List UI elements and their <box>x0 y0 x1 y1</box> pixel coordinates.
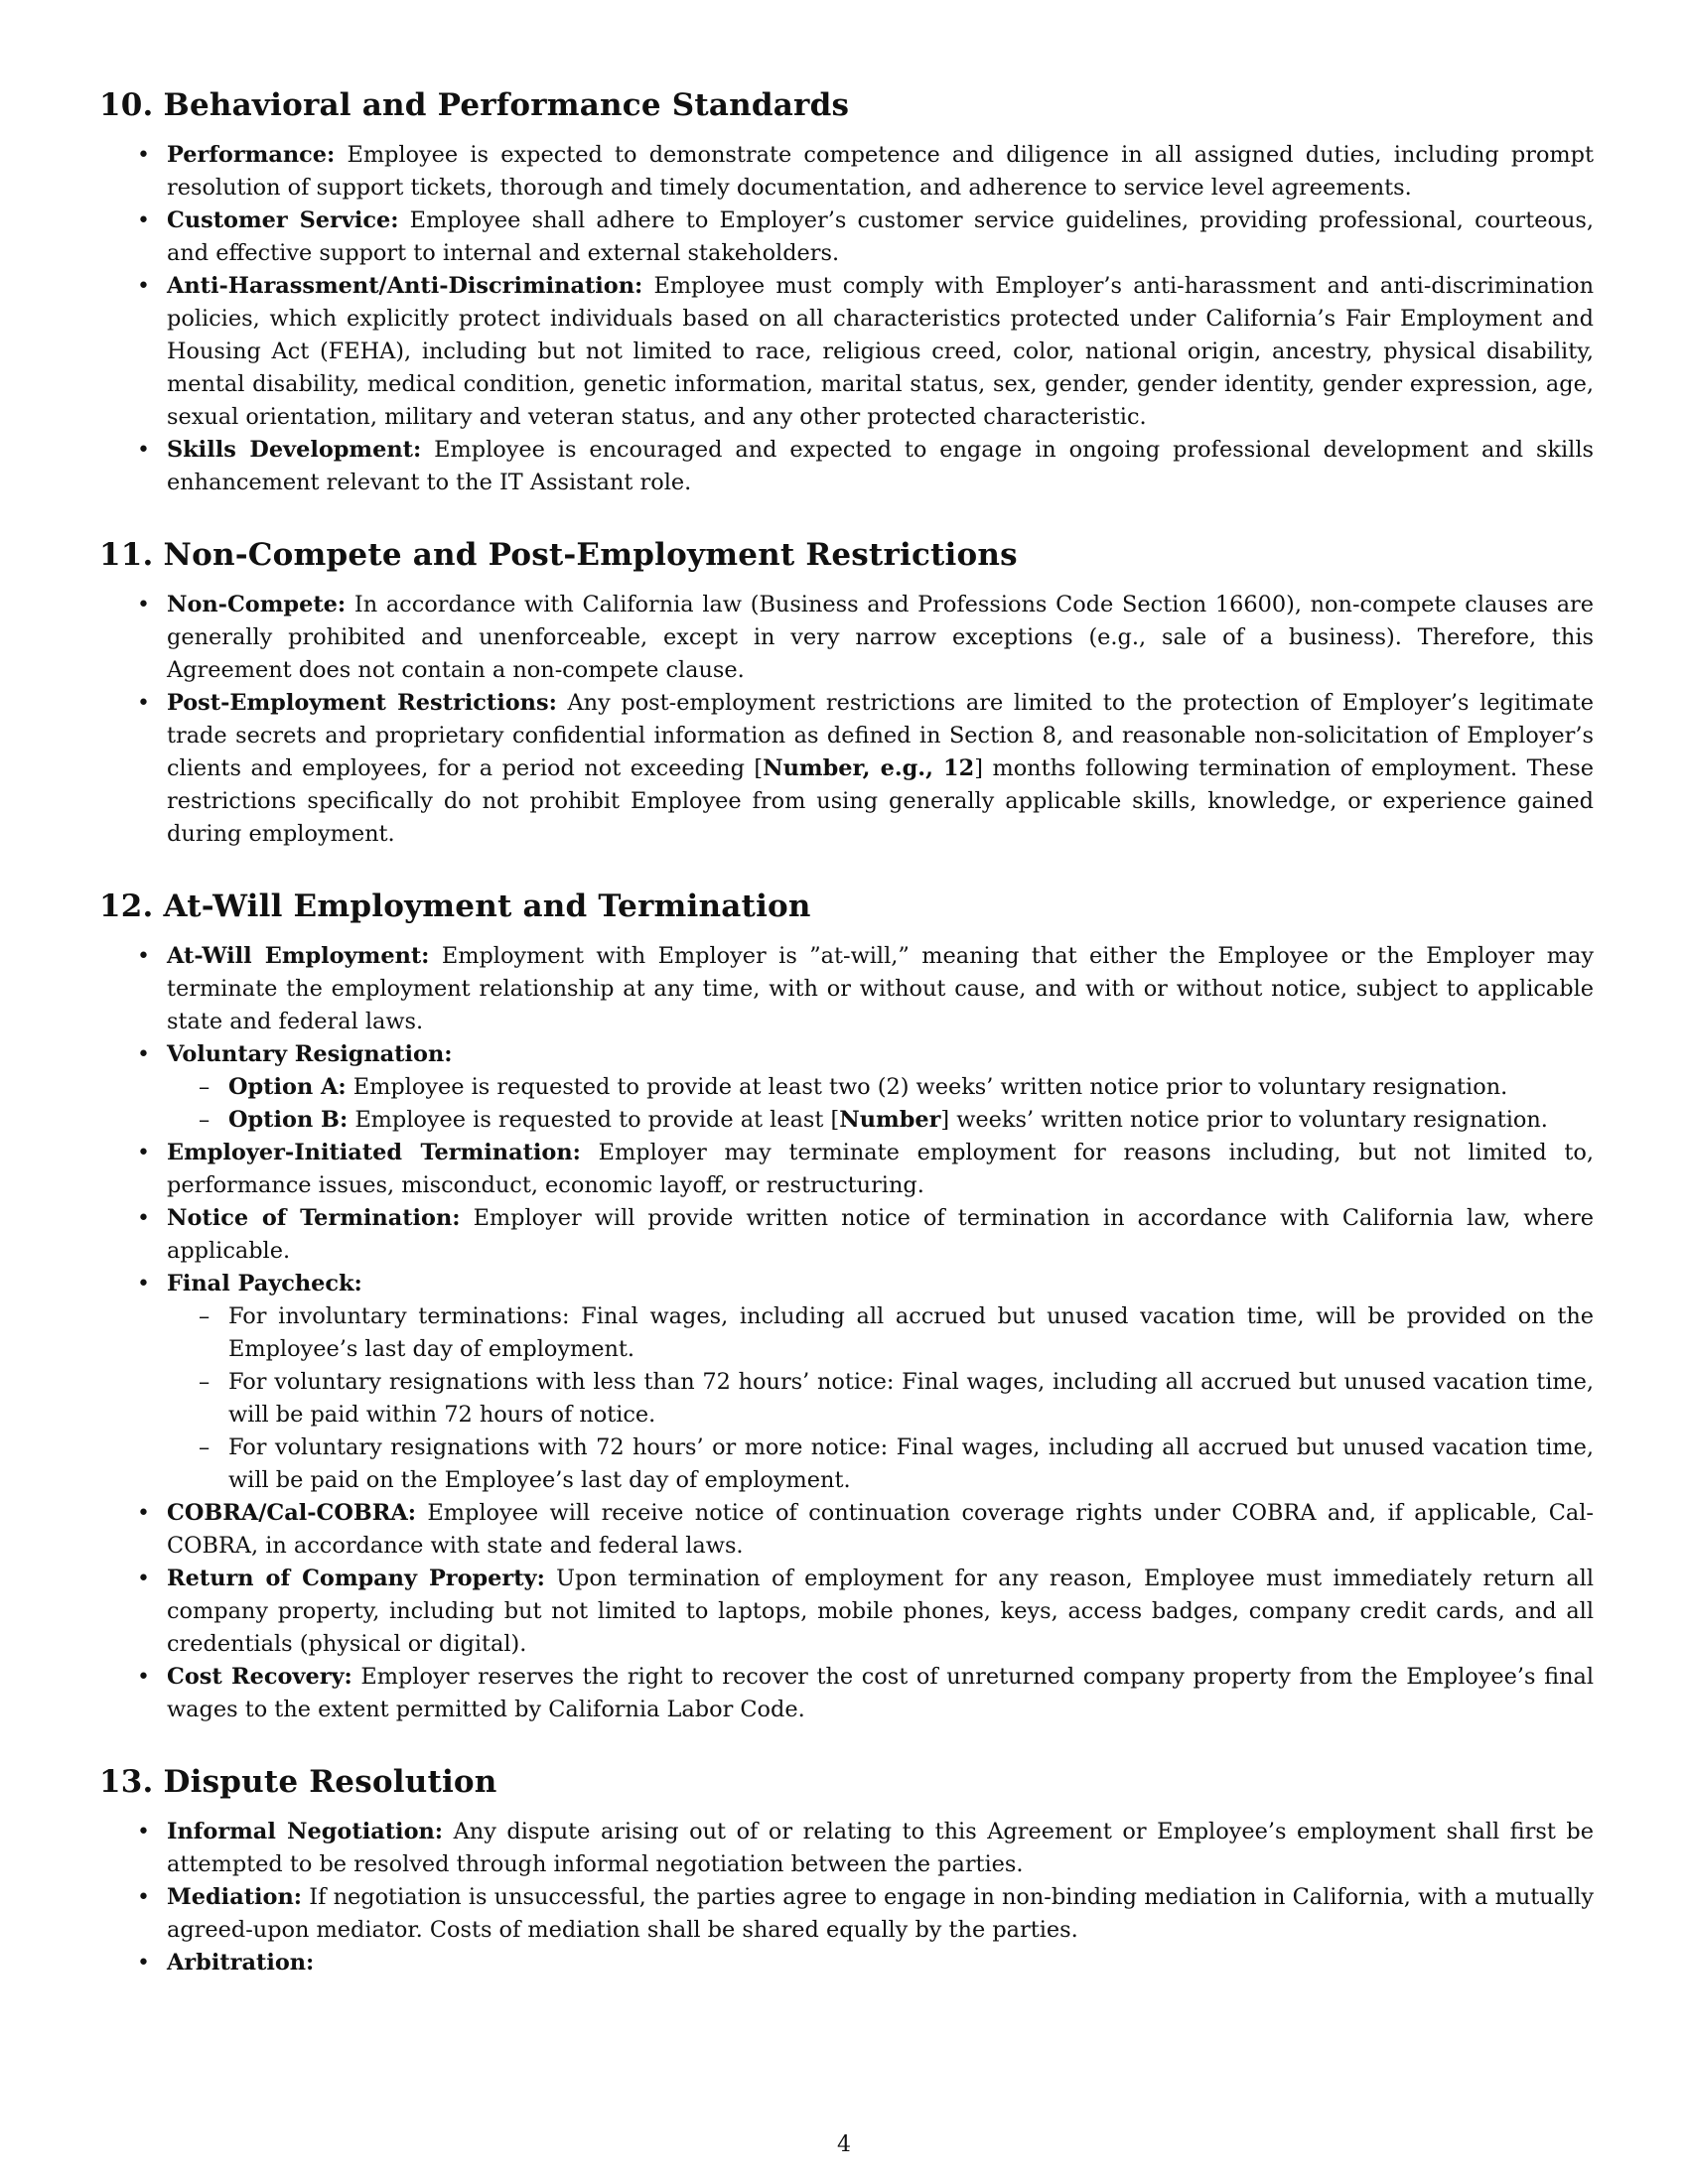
item-label: Skills Development: <box>167 437 422 463</box>
item-text: Employee will receive notice of continuation coverage rights under COBRA and, if applicable, Cal-COBRA, in accordance with state and federal laws. <box>167 1500 1594 1559</box>
section-number: 13. <box>99 1764 154 1800</box>
section-number: 11. <box>99 537 154 573</box>
item-label: COBRA/Cal-COBRA: <box>167 1500 417 1526</box>
list-item <box>99 205 1594 270</box>
list-item <box>99 1497 1594 1563</box>
item-label: Post-Employment Restrictions: <box>167 690 557 716</box>
item-label: Informal Negotiation: <box>167 1819 444 1844</box>
item-label: Return of Company Property: <box>167 1566 545 1591</box>
placeholder-number: Number <box>839 1107 941 1133</box>
item-label: Notice of Termination: <box>167 1205 461 1231</box>
item-text: Employee must comply with Employer’s anti-harassment and anti-discrimination policies, which explicitly protect individuals based on all characteristics protected under California’s Fair Employment and Housing Act (FEHA), including but not limited to race, religious creed, color, national origin, ancestry, physical disability, mental disability, medical condition, genetic information, marital status, sex, gender, gender identity, gender expression, age, sexual orientation, military and veteran status, and any other protected characteristic. <box>167 273 1594 430</box>
list-item <box>99 1661 1594 1726</box>
bullet-list <box>99 940 1594 1726</box>
section-number: 12. <box>99 888 154 924</box>
sub-item-text: For involuntary terminations: Final wages, including all accrued but unused vacation time, will be provided on the Employee’s last day of employment. <box>228 1303 1594 1362</box>
sub-item-text: Employee is requested to provide at least [ <box>348 1107 840 1133</box>
item-text: Employee shall adhere to Employer’s customer service guidelines, providing professional, courteous, and effective support to internal and external stakeholders. <box>167 207 1594 266</box>
item-label: Performance: <box>167 142 336 168</box>
section-heading <box>99 888 1594 924</box>
list-item <box>99 1137 1594 1202</box>
bullet-list <box>99 139 1594 499</box>
item-text-after: ] months following termination of employment. These restrictions specifically do not prohibit Employee from using generally applicable skills, knowledge, or experience gained during employment. <box>167 755 1595 847</box>
sub-list-item <box>167 1104 1594 1137</box>
section-heading <box>99 87 1594 123</box>
list-item <box>99 270 1594 434</box>
sub-list-item <box>167 1071 1594 1104</box>
item-text: Upon termination of employment for any reason, Employee must immediately return all company property, including but not limited to laptops, mobile phones, keys, access badges, company credit cards, and all credentials (physical or digital). <box>167 1566 1594 1657</box>
sub-list-item <box>167 1300 1594 1366</box>
section-title: Dispute Resolution <box>163 1764 497 1800</box>
item-label: At-Will Employment: <box>167 943 430 969</box>
sub-list <box>167 1071 1594 1137</box>
sub-item-text: For voluntary resignations with less than 72 hours’ notice: Final wages, including all accrued but unused vacation time, will be paid within 72 hours of notice. <box>228 1369 1594 1428</box>
page-number: 4 <box>837 2132 851 2157</box>
section-10 <box>99 87 1594 499</box>
item-label: Customer Service: <box>167 207 399 233</box>
list-item <box>99 1563 1594 1661</box>
item-text: Employee is expected to demonstrate competence and diligence in all assigned duties, including prompt resolution of support tickets, thorough and timely documentation, and adherence to service level agreements. <box>167 142 1594 201</box>
section-title: Behavioral and Performance Standards <box>163 87 850 123</box>
item-label: Final Paycheck: <box>167 1271 362 1297</box>
list-item <box>99 434 1594 499</box>
list-item <box>99 687 1594 851</box>
item-text: In accordance with California law (Business and Professions Code Section 16600), non-compete clauses are generally prohibited and unenforceable, except in very narrow exceptions (e.g., sale of a business). Therefore, this Agreement does not contain a non-compete clause. <box>167 592 1594 683</box>
list-item <box>99 1947 1594 1979</box>
list-item <box>99 589 1594 687</box>
item-text: Employer will provide written notice of termination in accordance with California law, where applicable. <box>167 1205 1594 1264</box>
item-label: Voluntary Resignation: <box>167 1041 453 1067</box>
item-label: Arbitration: <box>167 1950 315 1976</box>
section-heading <box>99 537 1594 573</box>
list-item <box>99 940 1594 1038</box>
list-item <box>99 1202 1594 1268</box>
item-text: Employee is encouraged and expected to engage in ongoing professional development and skills enhancement relevant to the IT Assistant role. <box>167 437 1594 495</box>
section-13 <box>99 1764 1594 1979</box>
section-12 <box>99 888 1594 1726</box>
list-item <box>99 1881 1594 1947</box>
section-title: Non-Compete and Post-Employment Restrictions <box>163 537 1018 573</box>
sub-list <box>167 1300 1594 1497</box>
bullet-list <box>99 1816 1594 1979</box>
sub-item-label: Option A: <box>228 1074 347 1100</box>
sub-item-label: Option B: <box>228 1107 349 1133</box>
list-item <box>99 1268 1594 1497</box>
sub-item-text: For voluntary resignations with 72 hours’ or more notice: Final wages, including all accrued but unused vacation time, will be paid on the Employee’s last day of employment. <box>228 1434 1594 1493</box>
section-heading <box>99 1764 1594 1800</box>
item-text: Employment with Employer is ”at-will,” meaning that either the Employee or the Employer may terminate the employment relationship at any time, with or without cause, and with or without notice, subject to applicable state and federal laws. <box>167 943 1594 1034</box>
item-label: Non-Compete: <box>167 592 347 617</box>
list-item <box>99 1038 1594 1137</box>
section-title: At-Will Employment and Termination <box>163 888 811 924</box>
item-label: Cost Recovery: <box>167 1664 352 1690</box>
sub-list-item <box>167 1432 1594 1497</box>
section-number: 10. <box>99 87 154 123</box>
item-text: Any dispute arising out of or relating to this Agreement or Employee’s employment shall first be attempted to be resolved through informal negotiation between the parties. <box>167 1819 1594 1877</box>
list-item <box>99 139 1594 205</box>
item-text: Employer reserves the right to recover the cost of unreturned company property from the Employee’s final wages to the extent permitted by California Labor Code. <box>167 1664 1595 1722</box>
sub-item-text-after: ] weeks’ written notice prior to voluntary resignation. <box>940 1107 1548 1133</box>
item-text: If negotiation is unsuccessful, the parties agree to engage in non-binding mediation in California, with a mutually agreed-upon mediator. Costs of mediation shall be shared equally by the parties. <box>167 1884 1594 1943</box>
placeholder-number: Number, e.g., 12 <box>763 755 975 781</box>
sub-item-text: Employee is requested to provide at least two (2) weeks’ written notice prior to voluntary resignation. <box>346 1074 1508 1100</box>
document-page <box>99 87 1594 2017</box>
item-text: Employer may terminate employment for reasons including, but not limited to, performance issues, misconduct, economic layoff, or restructuring. <box>167 1140 1594 1198</box>
item-text: Any post-employment restrictions are limited to the protection of Employer’s legitimate trade secrets and proprietary confidential information as defined in Section 8, and reasonable non-solicitation of Employer’s clients and employees, for a period not exceeding [ <box>167 690 1594 781</box>
bullet-list <box>99 589 1594 851</box>
item-label: Mediation: <box>167 1884 303 1910</box>
item-label: Employer-Initiated Termination: <box>167 1140 581 1165</box>
sub-list-item <box>167 1366 1594 1432</box>
list-item <box>99 1816 1594 1881</box>
item-label: Anti-Harassment/Anti-Discrimination: <box>167 273 643 299</box>
section-11 <box>99 537 1594 851</box>
